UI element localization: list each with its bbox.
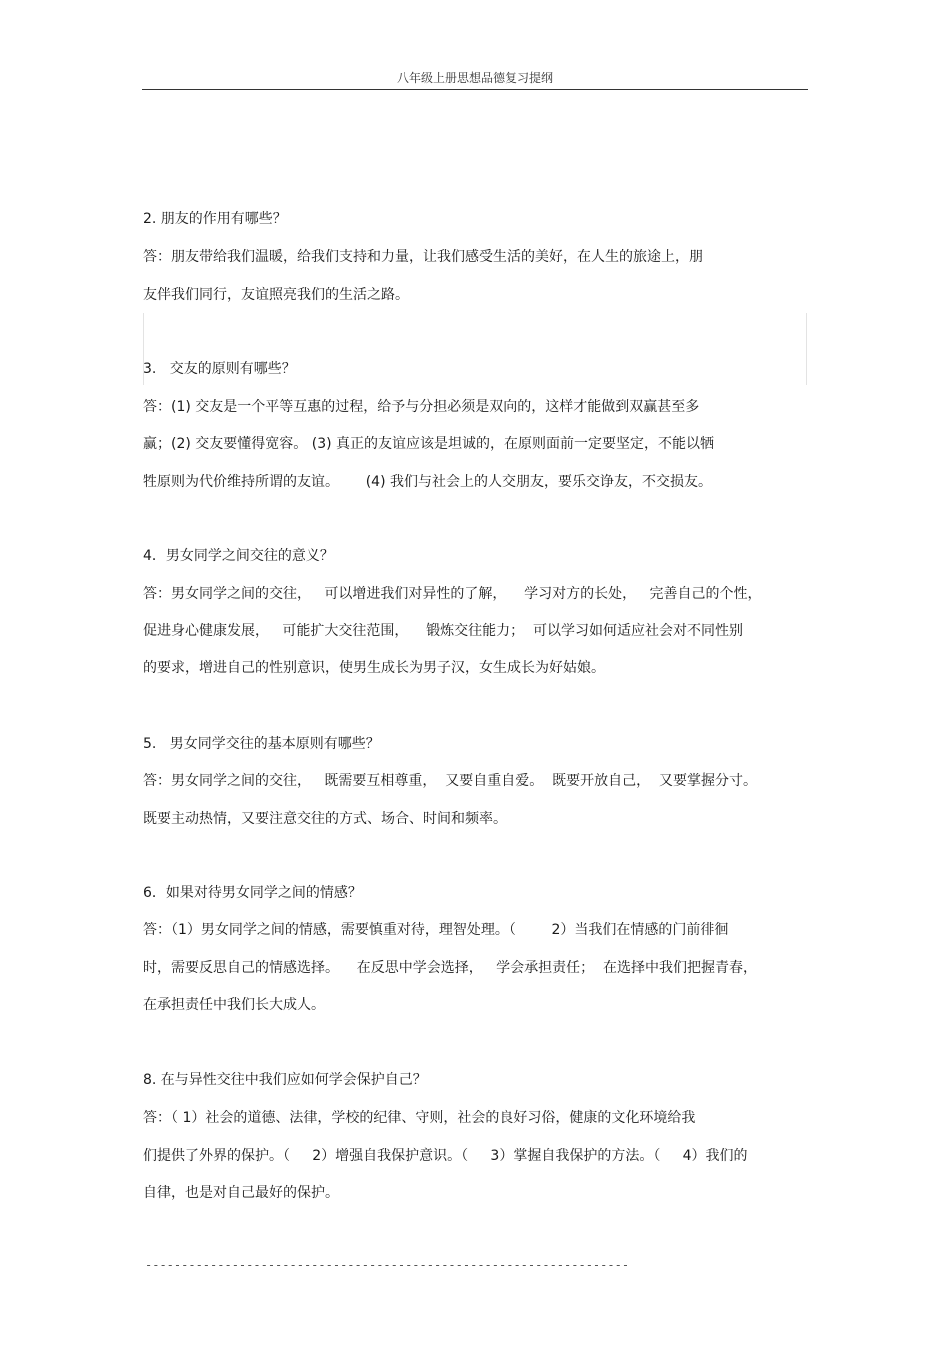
question-8: 8. 在与异性交往中我们应如何学会保护自己？	[143, 1072, 427, 1088]
question-4: 4．男女同学之间交往的意义？	[143, 548, 334, 564]
answer-8-line-2: 们提供了外界的保护。（ 2）增强自我保护意识。（ 3）掌握自我保护的方法。（ 4）我们的	[143, 1148, 748, 1164]
question-6: 6．如果对待男女同学之间的情感？	[143, 885, 362, 901]
question-2: 2. 朋友的作用有哪些？	[143, 211, 287, 227]
answer-8-line-1: 答：（ 1）社会的道德、法律，学校的纪律、守则，社会的良好习俗，健康的文化环境给我	[143, 1110, 696, 1126]
answer-2-line-2: 友伴我们同行，友谊照亮我们的生活之路。	[143, 287, 409, 303]
header-divider	[142, 89, 808, 90]
answer-3-line-2: 赢；(2) 交友要懂得宽容。 (3) 真正的友谊应该是坦诚的，在原则面前一定要坚定，不能以牺	[143, 436, 715, 452]
question-3: 3. 交友的原则有哪些？	[143, 361, 296, 377]
question-5: 5. 男女同学交往的基本原则有哪些？	[143, 736, 380, 752]
answer-8-line-3: 自律，也是对自己最好的保护。	[143, 1185, 339, 1201]
header-title: 八年级上册思想品德复习提纲	[396, 71, 553, 85]
answer-6-line-2: 时，需要反思自己的情感选择。 在反思中学会选择， 学会承担责任； 在选择中我们把握青春，	[143, 960, 758, 976]
answer-6-line-3: 在承担责任中我们长大成人。	[143, 997, 325, 1013]
answer-5-line-1: 答：男女同学之间的交往， 既需要互相尊重， 又要自重自爱。 既要开放自己， 又要掌握分寸。	[143, 773, 758, 789]
answer-4-line-1: 答：男女同学之间的交往， 可以增进我们对异性的了解， 学习对方的长处， 完善自己的个性，	[143, 586, 762, 602]
answer-6-line-1: 答：（1）男女同学之间的情感，需要慎重对待，理智处理。（ 2）当我们在情感的门前徘徊	[143, 922, 729, 938]
answer-3-line-1: 答：(1) 交友是一个平等互惠的过程，给予与分担必须是双向的，这样才能做到双赢甚至多	[143, 399, 700, 415]
answer-2-line-1: 答：朋友带给我们温暖，给我们支持和力量，让我们感受生活的美好，在人生的旅途上，朋	[143, 249, 703, 265]
footer-dashed-line: -------------------------------------------------------------------	[145, 1258, 630, 1272]
answer-4-line-2: 促进身心健康发展， 可能扩大交往范围， 锻炼交往能力； 可以学习如何适应社会对不同性别	[143, 623, 744, 639]
answer-5-line-2: 既要主动热情，又要注意交往的方式、场合、时间和频率。	[143, 811, 507, 827]
answer-3-line-3: 牲原则为代价维持所谓的友谊。 (4) 我们与社会上的人交朋友，要乐交诤友，不交损友。	[143, 474, 712, 490]
right-margin-line	[806, 313, 807, 385]
answer-4-line-3: 的要求，增进自己的性别意识，使男生成长为男子汉，女生成长为好姑娘。	[143, 660, 605, 676]
